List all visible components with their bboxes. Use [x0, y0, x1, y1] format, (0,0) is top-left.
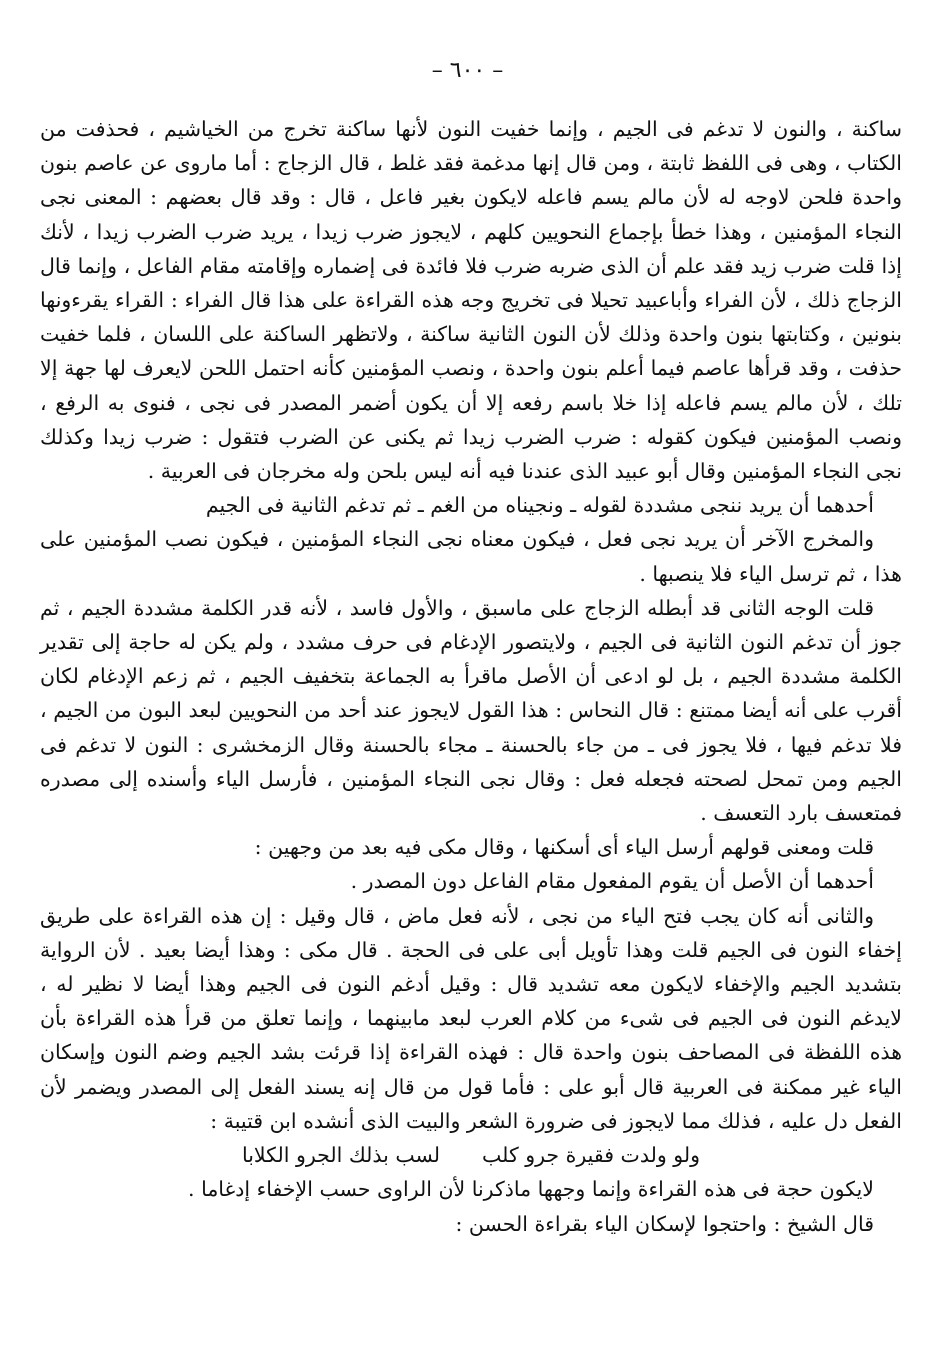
- verse-second-hemistich: لسب بذلك الجرو الكلابا: [241, 1143, 441, 1168]
- paragraph: لايكون حجة فى هذه القراءة وإنما وجهها ماذكرنا لأن الراوى حسب الإخفاء إدغاما .: [188, 1177, 874, 1202]
- verse-first-hemistich: ولو ولدت فقيرة جرو كلب: [482, 1143, 701, 1168]
- paragraph: قال الشيخ : واحتجوا لإسكان الياء بقراءة الحسن :: [455, 1211, 874, 1236]
- poetry-verse: [40, 1138, 902, 1172]
- paragraph: قلت الوجه الثانى قد أبطله الزجاج على ماسبق ، والأول فاسد ، لأنه قدر الكلمة مشددة الجيم ، ثم جوز أن تدغم النون الثانية فى الجيم ، ولايتصور الإدغام فى حرف مشدد ، ولم يكن له حاجة إلى تقدير الكلمة مشددة الجيم ، بل لو ادعى أن الأصل ماقرأ به الجماعة بتخفيف الجيم ، ثم زعم الإدغام لكان أقرب على أنه أيضا ممتنع : قال النحاس : هذا القول لايجوز عند أحد من النحويين لبعد البون من الجيم ، فلا تدغم فيها ، فلا يجوز فى ـ من جاء بالحسنة ـ مجاء بالحسنة وقال الزمخشرى : النون لا تدغم فى الجيم ومن تمحل لصحته فجعله فعل : وقال نجى النجاء المؤمنين ، فأرسل الياء وأسنده إلى مصدره فمتعسف بارد التعسف .: [40, 595, 902, 826]
- paragraph: أحدهما أن يريد ننجى مشددة لقوله ـ ونجيناه من الغم ـ ثم تدغم الثانية فى الجيم: [205, 493, 874, 518]
- paragraph: والثانى أنه كان يجب فتح الياء من نجى ، لأنه فعل ماض ، قال وقيل : إن هذه القراءة على طريق إخفاء النون فى الجيم قلت وهذا تأويل أبى على فى الحجة . قال مكى : وهذا أيضا بعيد . لأن الرواية بتشديد الجيم والإخفاء لايكون معه تشديد قال : وقيل أدغم النون فى الجيم وهذا أيضا لا نظير له ، لايدغم النون فى الجيم فى شىء من كلام العرب لبعد مابينهما ، وإنما تعلق من قرأ هذه القراءة بأن هذه اللفظة فى المصاحف بنون واحدة قال : فهذه القراءة إذا قرئت بشد الجيم وضم النون وإسكان الياء غير ممكنة فى العربية قال أبو على : فأما قول من قال إنه يسند الفعل إلى المصدر ويضمر لأن الفعل دل عليه ، فذلك مما لايجوز فى ضرورة الشعر والبيت الذى أنشده ابن قتيبة :: [40, 903, 902, 1133]
- paragraph: قلت ومعنى قولهم أرسل الياء أى أسكنها ، وقال مكى فيه بعد من وجهين :: [254, 835, 874, 860]
- body-text: [40, 112, 902, 1241]
- paragraph: ساكنة ، والنون لا تدغم فى الجيم ، وإنما خفيت النون لأنها ساكنة تخرج من الخياشيم ، فحذفت من الكتاب ، وهى فى اللفظ ثابتة ، ومن قال إنها مدغمة فقد غلط ، قال الزجاج : أما ماروى عن عاصم بنون واحدة فلحن لاوجه له لأن مالم يسم فاعله لايكون بغير فاعل ، قال : وقد قال بعضهم : المعنى نجى النجاء المؤمنين ، وهذا خطأ بإجماع النحويين كلهم ، لايجوز ضرب زيدا ، يريد ضرب الضرب زيدا ، لأنك إذا قلت ضرب زيد فقد علم أن الذى ضربه ضرب فلا فائدة فى إضماره وإقامته مقام الفاعل ، وإنما قال الزجاج ذلك ، لأن الفراء وأباعبيد تحيلا فى تخريج وجه هذه القراءة على هذا قال الفراء : القراء يقرءونها بنونين ، وكتابتها بنون واحدة وذلك لأن النون الثانية ساكنة ، ولاتظهر الساكنة على اللسان ، فلما خفيت حذفت ، وقد قرأها عاصم فيما أعلم بنون واحدة ، ونصب المؤمنين كأنه احتمل اللحن لايعرف لها جهة إلا تلك ، لأن مالم يسم فاعله إذا خلا باسم رفعه إلا أن يكون أضمر المصدر فى نجى ، فنوى به الرفع ، ونصب المؤمنين فيكون كقوله : ضرب الضرب زيدا ثم يكنى عن الضرب فتقول : ضرب زيدا وكذلك نجى النجاء المؤمنين وقال أبو عبيد الذى عندنا فيه أنه ليس بلحن وله مخرجان فى العربية .: [40, 117, 902, 484]
- page-number: – ٦٠٠ –: [431, 58, 504, 83]
- paragraph: أحدهما أن الأصل أن يقوم المفعول مقام الفاعل دون المصدر .: [350, 869, 874, 894]
- paragraph: والمخرج الآخر أن يريد نجى فعل ، فيكون معناه نجى النجاء المؤمنين ، فيكون نصب المؤمنين على هذا ، ثم ترسل الياء فلا ينصبها .: [40, 527, 902, 586]
